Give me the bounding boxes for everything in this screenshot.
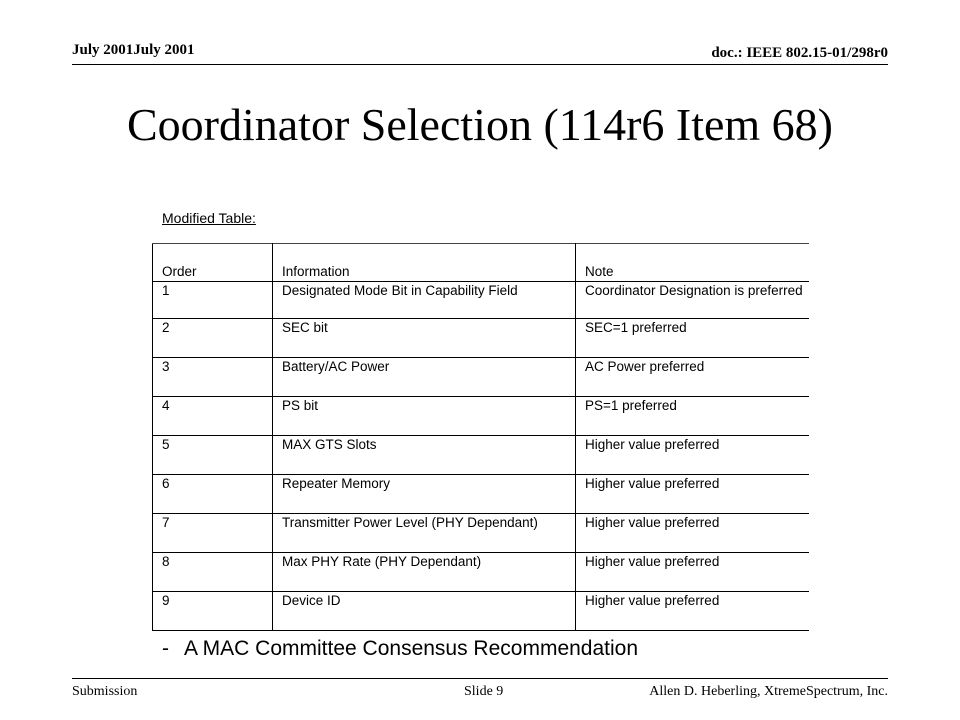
cell-order: 7 — [153, 514, 273, 553]
cell-note: Higher value preferred — [576, 592, 809, 631]
cell-order: 2 — [153, 319, 273, 358]
header-divider — [72, 64, 888, 65]
cell-note: Higher value preferred — [576, 553, 809, 592]
cell-information: Transmitter Power Level (PHY Dependant) — [273, 514, 576, 553]
cell-information: Device ID — [273, 592, 576, 631]
table-row — [153, 319, 809, 358]
cell-order: 3 — [153, 358, 273, 397]
cell-order: 1 — [153, 282, 273, 319]
cell-information: Max PHY Rate (PHY Dependant) — [273, 553, 576, 592]
cell-order: 6 — [153, 475, 273, 514]
column-header-information: Information — [273, 244, 576, 282]
cell-note: SEC=1 preferred — [576, 319, 809, 358]
footer-author: Allen D. Heberling, XtremeSpectrum, Inc. — [649, 684, 888, 699]
cell-note: Coordinator Designation is preferred — [576, 282, 809, 319]
column-header-order: Order — [153, 244, 273, 282]
cell-note: Higher value preferred — [576, 475, 809, 514]
criteria-table — [152, 243, 809, 631]
table-row — [153, 475, 809, 514]
cell-information: PS bit — [273, 397, 576, 436]
cell-information: Battery/AC Power — [273, 358, 576, 397]
table-row — [153, 282, 809, 319]
cell-note: AC Power preferred — [576, 358, 809, 397]
bullet-marker: - — [162, 637, 169, 660]
table-header-row — [153, 244, 809, 282]
slide-title: Coordinator Selection (114r6 Item 68) — [126, 99, 833, 150]
cell-information: MAX GTS Slots — [273, 436, 576, 475]
cell-information: Repeater Memory — [273, 475, 576, 514]
cell-information: Designated Mode Bit in Capability Field — [273, 282, 576, 319]
cell-order: 8 — [153, 553, 273, 592]
table-caption: Modified Table: — [162, 210, 256, 226]
cell-note: PS=1 preferred — [576, 397, 809, 436]
cell-order: 4 — [153, 397, 273, 436]
header-date: July 2001July 2001 — [72, 42, 195, 58]
cell-note: Higher value preferred — [576, 436, 809, 475]
footer-divider — [72, 678, 888, 679]
cell-order: 9 — [153, 592, 273, 631]
table-row — [153, 592, 809, 631]
table-row — [153, 553, 809, 592]
table-row — [153, 436, 809, 475]
table-row — [153, 397, 809, 436]
footer-slide-number: Slide 9 — [464, 684, 504, 699]
consensus-bullet — [162, 637, 638, 661]
bullet-text: A MAC Committee Consensus Recommendation — [184, 637, 639, 660]
table-row — [153, 514, 809, 553]
footer-submission: Submission — [72, 684, 138, 699]
table-row — [153, 358, 809, 397]
cell-note: Higher value preferred — [576, 514, 809, 553]
header-doc-id: doc.: IEEE 802.15-01/298r0 — [711, 45, 888, 61]
column-header-note: Note — [576, 244, 809, 282]
cell-information: SEC bit — [273, 319, 576, 358]
cell-order: 5 — [153, 436, 273, 475]
